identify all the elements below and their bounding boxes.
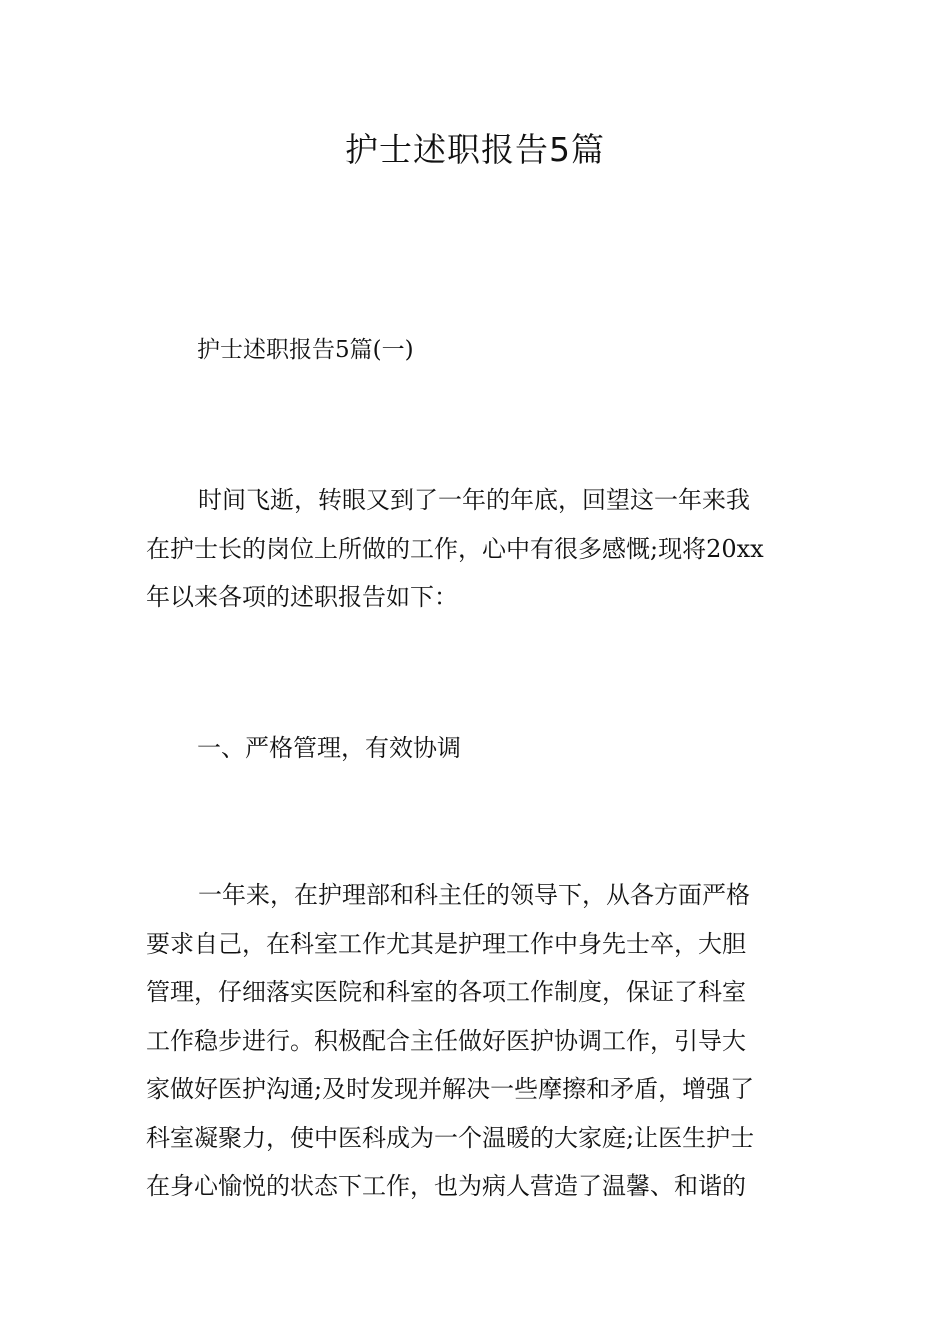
document-title: 护士述职报告5篇 [345,130,605,169]
intro-line: 年以来各项的述职报告如下： [146,583,458,611]
body-line: 要求自己，在科室工作尤其是护理工作中身先士卒，大胆 [146,929,746,958]
body-paragraph [146,871,826,1211]
body-line: 家做好医护沟通;及时发现并解决一些摩擦和矛盾，增强了 [146,1075,755,1103]
document-subtitle: 护士述职报告5篇(一) [197,337,414,363]
section-heading: 一、严格管理，有效协调 [197,734,461,762]
body-line: 科室凝聚力，使中医科成为一个温暖的大家庭;让医生护士 [146,1123,755,1152]
intro-line: 在护士长的岗位上所做的工作，心中有很多感慨;现将20xx [146,534,764,563]
intro-paragraph [146,476,826,622]
body-line: 管理，仔细落实医院和科室的各项工作制度，保证了科室 [146,978,746,1006]
body-line: 在身心愉悦的状态下工作，也为病人营造了温馨、和谐的 [146,1172,746,1200]
body-line: 工作稳步进行。积极配合主任做好医护协调工作，引导大 [146,1026,746,1055]
intro-line: 时间飞逝，转眼又到了一年的年底，回望这一年来我 [198,486,750,514]
body-line: 一年来，在护理部和科主任的领导下，从各方面严格 [198,881,750,909]
